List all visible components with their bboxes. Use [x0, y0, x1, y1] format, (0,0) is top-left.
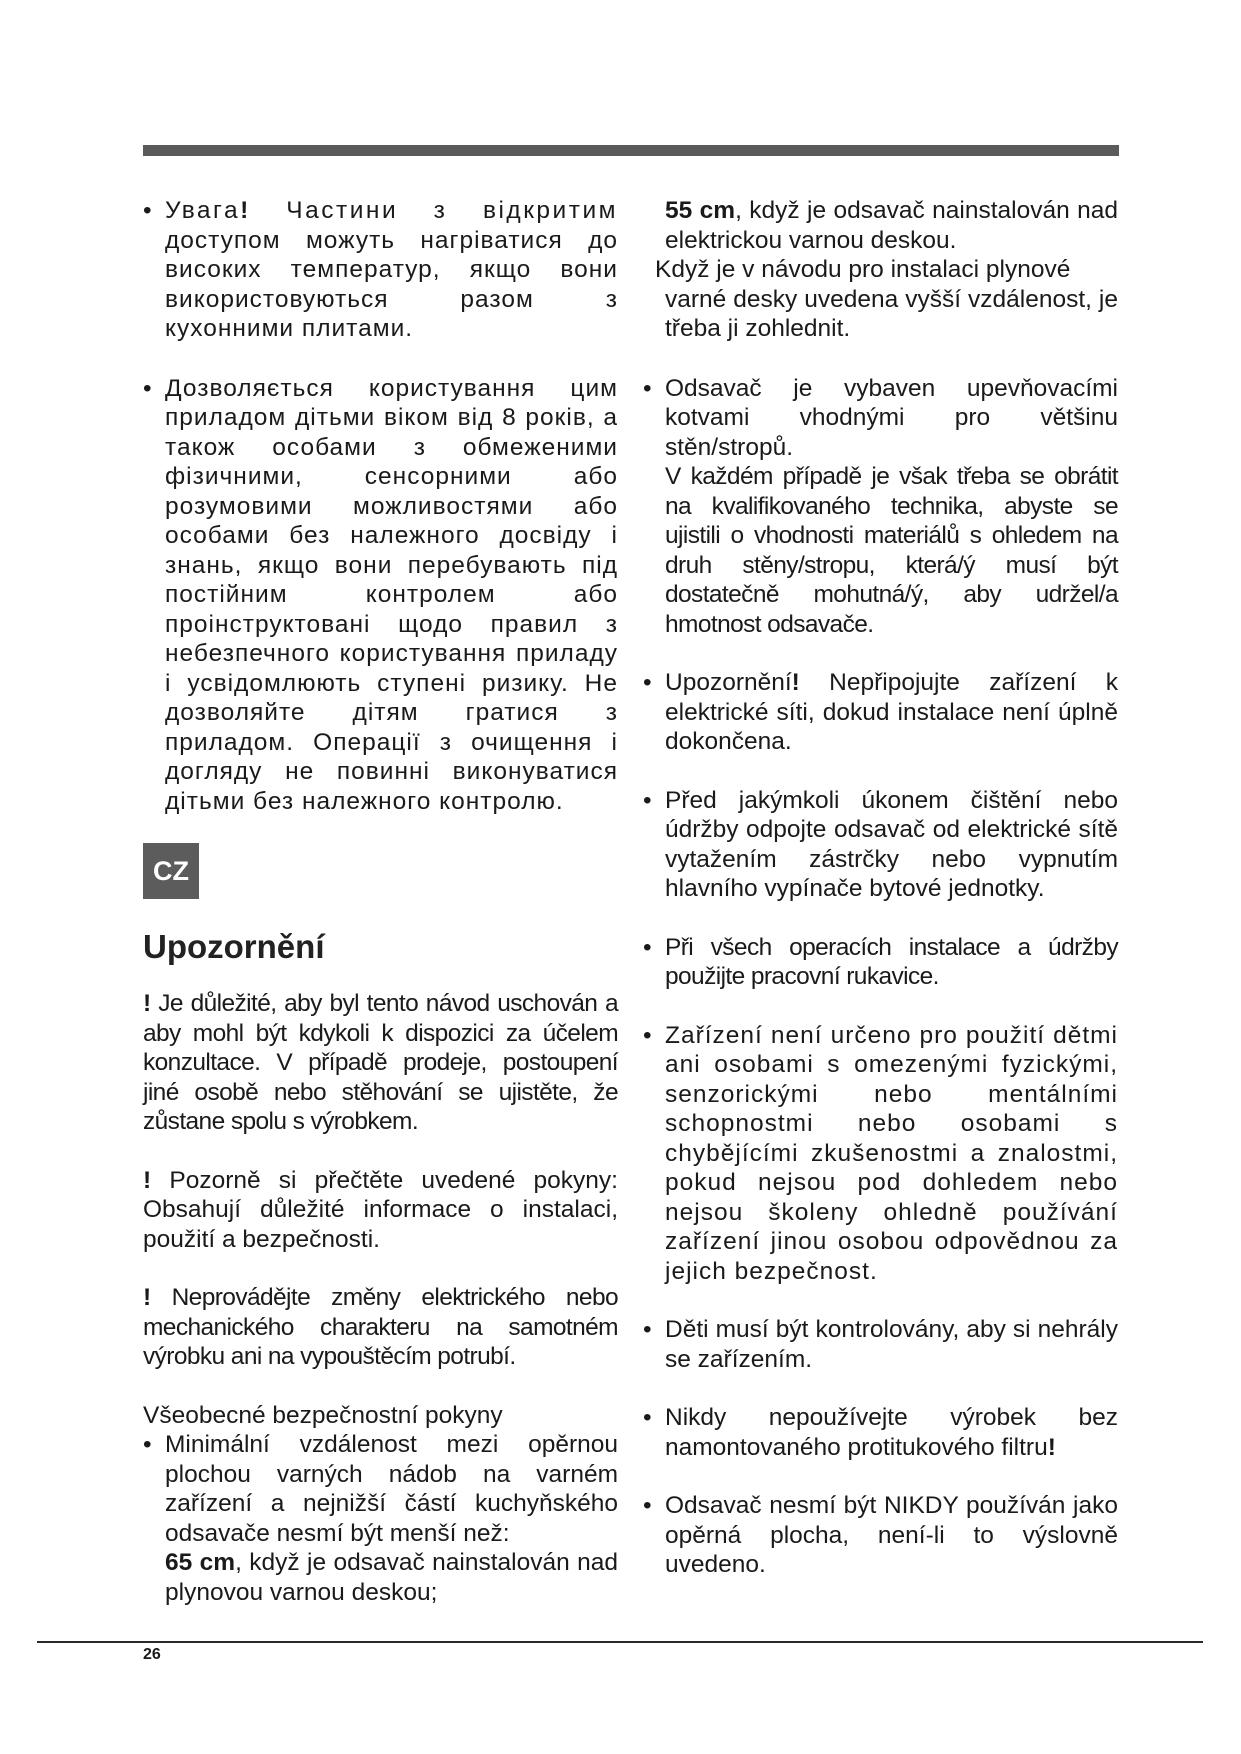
not-for-children-bullet: • Zařízení není určeno pro použití dětmi ani osobami s omezenými fyzickými, senzorickými nebo mentálními schopnostmi nebo osobami s chybějícími zkušenostmi a znalostmi, pokud nejsou pod dohledem nebo nejsou školeny ohledně používání zařízení jinou osobou odpovědnou za jejich bezpečnost.	[643, 1021, 1118, 1287]
gas-note-rest: varné desky uvedena vyšší vzdálenost, je třeba ji zohlednit.	[665, 285, 1118, 342]
left-column	[143, 196, 618, 1607]
uk-warning-bullet	[143, 196, 618, 344]
important-paragraph-1: ! Je důležité, aby byl tento návod uschován a aby mohl být kdykoli k dispozici za účelem konzultace. V případě prodeje, postoupení jiné osobě nebo stěhování se ujistěte, že zůstane spolu s výrobkem.	[143, 990, 618, 1135]
uk-warning-lead: Увага! Частини з відкритим	[165, 197, 618, 224]
right-column	[643, 196, 1118, 1580]
important-paragraph-2: ! Pozorně si přečtěte uvedené pokyny: Obsahují důležité informace o instalaci, použití a bezpečnosti.	[143, 1166, 618, 1253]
bottom-rule	[37, 1641, 1203, 1643]
gas-hob-distance: 65 cm, když je odsavač nainstalován nad plynovou varnou deskou;	[165, 1549, 618, 1606]
section-heading: Upozornění	[143, 928, 325, 965]
min-distance-bullet: • Minimální vzdálenost mezi opěrnou plochou varných nádob na varném zařízení a nejnižší částí kuchyňského odsavače nesmí být menší než:	[143, 1430, 618, 1548]
electric-hob-distance: 55 cm, když je odsavač nainstalován nad elektrickou varnou deskou.	[665, 197, 1118, 254]
uk-children-bullet: • Дозволяється користування цим приладом дітьми віком від 8 років, а також особами з обмеженими фізичними, сенсорними або розумовими можливостями або особами без належного досвіду і знань, якщо вони перебувають під постійним контролем або проінструктовані щодо правил з небезпечного користування приладу і усвідомлюють ступені ризику. Не дозволяйте дітям гратися з приладом. Операції з очищення і догляду не повинні виконуватися дітьми без належного контролю.	[143, 374, 618, 817]
page-number: 26	[143, 1646, 161, 1663]
filter-bullet: • Nikdy nepoužívejte výrobek bez namontovaného protitukového filtru!	[643, 1403, 1118, 1462]
uk-warning-text: доступом можуть нагріватися до високих температур, якщо вони використовуються разом з кухонними плитами.	[165, 226, 618, 342]
important-paragraph-3: ! Neprovádějte změny elektrického nebo mechanického charakteru na samotném výrobku ani na vypouštěcím potrubí.	[143, 1284, 618, 1370]
gloves-bullet: • Při všech operacích instalace a údržby použijte pracovní rukavice.	[643, 933, 1118, 992]
connect-warning-bullet: • Upozornění! Nepřipojujte zařízení k elektrické síti, dokud instalace není úplně dokončena.	[643, 668, 1118, 757]
anchors-more: V každém případě je však třeba se obrátit na kvalifikovaného technika, abyste se ujistili o vhodnosti materiálů s ohledem na druh stěny/stropu, která/ý musí být dostatečně mohutná/ý, aby udržel/a hmotnost odsavače.	[665, 463, 1118, 638]
language-badge: CZ	[143, 843, 199, 899]
top-rule	[143, 145, 1119, 156]
supervise-children-bullet: • Děti musí být kontrolovány, aby si nehrály se zařízením.	[643, 1315, 1118, 1374]
anchors-bullet: • Odsavač je vybaven upevňovacími kotvami vhodnými pro většinu stěn/stropů.	[643, 374, 1118, 463]
general-safety-title: Všeobecné bezpečnostní pokyny	[143, 1401, 503, 1429]
support-surface-bullet: • Odsavač nesmí být NIKDY používán jako opěrná plocha, není-li to výslovně uvedeno.	[643, 1491, 1118, 1580]
disconnect-bullet: • Před jakýmkoli úkonem čištění nebo údržby odpojte odsavač od elektrické sítě vytažením zástrčky nebo vypnutím hlavního vypínače bytové jednotky.	[643, 786, 1118, 904]
gas-note-line: Když je v návodu pro instalaci plynové	[655, 256, 1071, 283]
